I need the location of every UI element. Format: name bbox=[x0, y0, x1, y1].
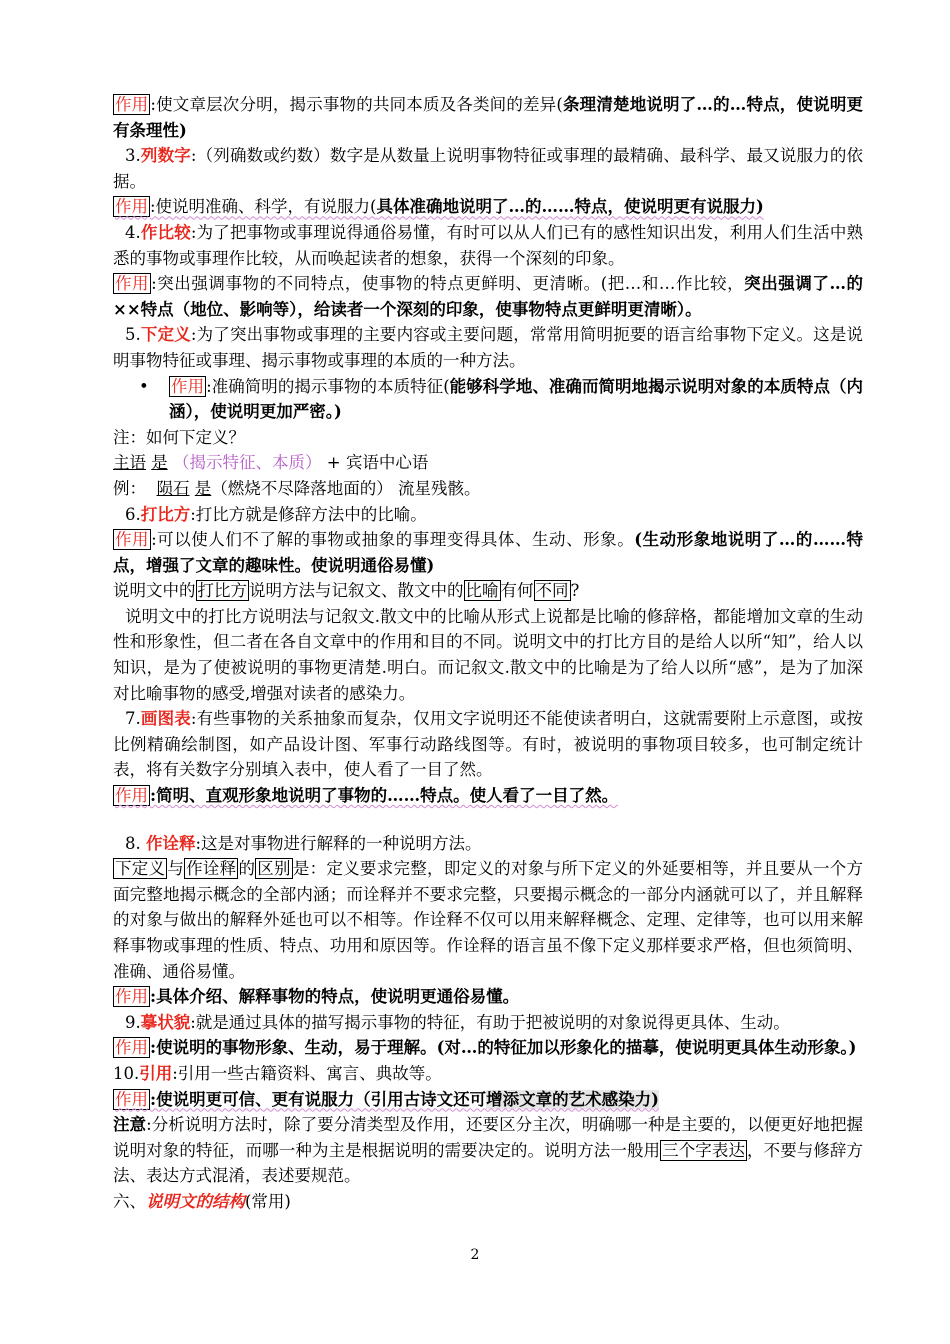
effect-text: :准确简明的揭示事物的本质特征( bbox=[206, 376, 450, 396]
method-number: 10. bbox=[113, 1063, 140, 1083]
method-5-definition bbox=[113, 322, 863, 373]
attention-note bbox=[113, 1112, 863, 1189]
method-text: :这是对事物进行解释的一种说明方法。 bbox=[195, 833, 482, 853]
effect-bold-text: :使说明更可信、更有说服力（引用古诗文还可 bbox=[150, 1089, 487, 1109]
method-8-explanation bbox=[113, 831, 863, 857]
method-name: 摹状貌 bbox=[140, 1012, 191, 1032]
method-name: 打比方 bbox=[140, 504, 191, 524]
method-text: :有些事物的关系抽象而复杂，仅用文字说明还不能使读者明白，这就需要附上示意图，或按比例精确绘制图，如产品设计图、军事行动路线图等。有时，被说明的事物项目较多，也可制定统计表，将有关数字分别填入表中，使人看了一目了然。 bbox=[113, 709, 863, 780]
method-4-effect bbox=[113, 271, 863, 322]
definition-example bbox=[113, 476, 863, 502]
section-title: 说明文的结构 bbox=[146, 1191, 245, 1211]
method-6-metaphor bbox=[113, 502, 863, 528]
formula-verb: 是 bbox=[151, 453, 168, 473]
effect-bold-text: (生动形象地说明了…的……特点，增强了文章的趣味性。使说明通俗易懂) bbox=[113, 530, 863, 575]
method-text: :打比方就是修辞方法中的比喻。 bbox=[190, 504, 427, 524]
question-boxed-term: 打比方 bbox=[197, 581, 247, 601]
method-number: 6. bbox=[125, 504, 141, 524]
effect-label: 作用 bbox=[115, 95, 149, 114]
paragraph-classification-effect bbox=[113, 92, 863, 143]
method-name: 下定义 bbox=[140, 325, 191, 345]
effect-bold-text: 能够科学地、准确而简明地揭示说明对象的本质特点（内涵），使说明更加严密。) bbox=[169, 376, 864, 422]
question-boxed-term: 比喻 bbox=[465, 581, 499, 601]
boxed-term: 下定义 bbox=[115, 859, 166, 879]
effect-bold-text: 条理清楚地说明了…的…特点，使说明更有条理性) bbox=[113, 95, 864, 140]
effect-label: 作用 bbox=[171, 376, 205, 396]
method-3-list-numbers bbox=[113, 143, 863, 194]
effect-label: 作用 bbox=[115, 987, 148, 1007]
question-part: ? bbox=[570, 581, 580, 601]
boxed-term: 区别 bbox=[257, 859, 291, 879]
highlighted-text: 增添文章的艺术感染力) bbox=[486, 1089, 659, 1109]
attention-label: 注意 bbox=[113, 1115, 147, 1135]
section-six-heading bbox=[113, 1189, 863, 1215]
method-number: 3. bbox=[125, 146, 141, 166]
boxed-term: 三个字表达 bbox=[662, 1140, 746, 1160]
method-name: 画图表 bbox=[140, 709, 191, 729]
formula-modifier: （揭示特征、本质） bbox=[173, 453, 322, 473]
method-7-charts bbox=[113, 706, 863, 783]
effect-label: 作用 bbox=[115, 1089, 148, 1109]
text-part: 与 bbox=[167, 859, 185, 879]
method-text: :就是通过具体的描写揭示事物的特征，有助于把被说明的对象说得更具体、生动。 bbox=[190, 1012, 790, 1032]
method-name: 作比较 bbox=[140, 222, 191, 242]
method-text: :引用一些古籍资料、寓言、典故等。 bbox=[172, 1063, 442, 1083]
formula-object: + 宾语中心语 bbox=[326, 453, 429, 473]
effect-bold-text: 突出强调了…的××特点（地位、影响等），给读者一个深刻的印象，使事物特点更鲜明更清晰）。 bbox=[113, 274, 864, 319]
method-10-quotation bbox=[113, 1061, 863, 1087]
question-part: 说明文中的 bbox=[113, 581, 196, 601]
effect-label: 作用 bbox=[115, 197, 148, 217]
formula-subject: 主语 bbox=[113, 453, 146, 473]
effect-bold-text: 具体准确地说明了…的……特点，使说明更有说服力) bbox=[376, 197, 764, 217]
method-number: 5. bbox=[125, 325, 141, 345]
definition-formula bbox=[113, 450, 863, 476]
metaphor-answer: 说明文中的打比方说明法与记叙文.散文中的比喻从形式上说都是比喻的修辞格，都能增加文章的生动性和形象性，但二者在各自文章中的作用和目的不同。说明文中的打比方目的是给人以所“知”，给人以知识，是为了使被说明的事物更清楚.明白。而记叙文.散文中的比喻是为了给人以所“感”，是为了加深对比喻事物的感受,增强对读者的感染力。 bbox=[113, 606, 863, 703]
effect-label: 作用 bbox=[115, 1038, 148, 1058]
method-name: 列数字 bbox=[140, 146, 191, 166]
attention-text: ，不要与修辞方法、表达方式混淆，表述要规范。 bbox=[113, 1140, 864, 1186]
metaphor-question bbox=[113, 578, 863, 604]
method-number: 7. bbox=[125, 709, 141, 729]
effect-bold-text: :具体介绍、解释事物的特点，使说明更通俗易懂。 bbox=[150, 987, 520, 1007]
section-note: (常用) bbox=[245, 1191, 291, 1211]
example-verb: 是 bbox=[194, 478, 212, 498]
effect-text: :可以使人们不了解的事物或抽象的事理变得具体、生动、形象。 bbox=[151, 530, 635, 550]
effect-text: :使说明准确、科学，有说服力( bbox=[150, 197, 377, 217]
text-part: 是：定义要求完整，即定义的对象与所下定义的外延要相等，并且要从一个方面完整地揭示概念的全部内涵；而诠释并不要求完整，只要揭示概念的一部分内涵就可以了，并且解释的对象与做出的解释外延也可以不相等。作诠释不仅可以用来解释概念、定理、定律等，也可以用来解释事物或事理的性质、特点、功用和原因等。作诠释的语言虽不像下定义那样要求严格，但也须简明、准确、通俗易懂。 bbox=[113, 859, 864, 981]
method-4-comparison bbox=[113, 220, 863, 271]
method-number: 4. bbox=[125, 222, 141, 242]
method-3-effect bbox=[113, 194, 863, 220]
effect-text: :使文章层次分明，揭示事物的共同本质及各类间的差异( bbox=[150, 95, 563, 114]
attention-text: :分析说明方法时，除了要分清类型及作用，还要区分主次，明确哪一种是主要的，以便更好地把握说明对象的特征，而哪一种为主是根据说明的需要决定的。说明方法一般用 bbox=[113, 1115, 864, 1160]
example-label: 例： bbox=[113, 478, 146, 498]
definition-vs-explanation bbox=[113, 856, 863, 984]
effect-bold-text: :使说明的事物形象、生动，易于理解。(对…的特征加以形象化的描摹，使说明更具体生动形象。) bbox=[150, 1038, 857, 1058]
method-9-description bbox=[113, 1010, 863, 1036]
method-text: :（列确数或约数）数字是从数量上说明事物特征或事理的最精确、最科学、最又说服力的依据。 bbox=[113, 146, 863, 191]
method-9-effect bbox=[113, 1035, 863, 1061]
effect-label: 作用 bbox=[115, 786, 148, 806]
question-part: 说明方法与记叙文、散文中的 bbox=[249, 581, 464, 601]
page-number: 2 bbox=[470, 1247, 480, 1263]
method-10-effect bbox=[113, 1087, 863, 1113]
method-5-effect bbox=[113, 374, 863, 425]
effect-bold-text: :简明、直观形象地说明了事物的……特点。使人看了一目了然。 bbox=[150, 786, 619, 806]
method-7-effect bbox=[113, 783, 863, 809]
method-name: 作诠释 bbox=[146, 833, 196, 853]
effect-label: 作用 bbox=[115, 530, 150, 550]
method-text: :为了把事物或事理说得通俗易懂，有时可以从人们已有的感性知识出发，利用人们生活中熟悉的事物或事理作比较，从而唤起读者的想象，获得一个深刻的印象。 bbox=[113, 222, 863, 268]
bullet-point: • bbox=[139, 376, 149, 396]
method-number: 8. bbox=[125, 833, 141, 853]
definition-note: 注：如何下定义？ bbox=[113, 427, 245, 447]
effect-text: :突出强调事物的不同特点，使事物的特点更鲜明、更清晰。(把…和…作比较， bbox=[151, 274, 745, 294]
method-text: :为了突出事物或事理的主要内容或主要问题，常常用简明扼要的语言给事物下定义。这是说明事物特征或事理、揭示事物或事理的本质的一种方法。 bbox=[113, 325, 863, 370]
example-subject: 陨石 bbox=[156, 478, 190, 498]
example-rest: （燃烧不尽降落地面的） 流星残骸。 bbox=[211, 478, 481, 498]
method-name: 引用 bbox=[139, 1063, 173, 1083]
section-number: 六、 bbox=[113, 1191, 146, 1211]
question-boxed-term: 不同 bbox=[535, 581, 569, 601]
document-page bbox=[113, 92, 863, 1215]
question-part: 有何 bbox=[500, 581, 534, 601]
boxed-term: 作诠释 bbox=[186, 859, 237, 879]
effect-label: 作用 bbox=[115, 274, 150, 294]
method-number: 9. bbox=[125, 1012, 141, 1032]
text-part: 的 bbox=[238, 859, 256, 879]
method-8-effect bbox=[113, 984, 863, 1010]
method-6-effect bbox=[113, 527, 863, 578]
